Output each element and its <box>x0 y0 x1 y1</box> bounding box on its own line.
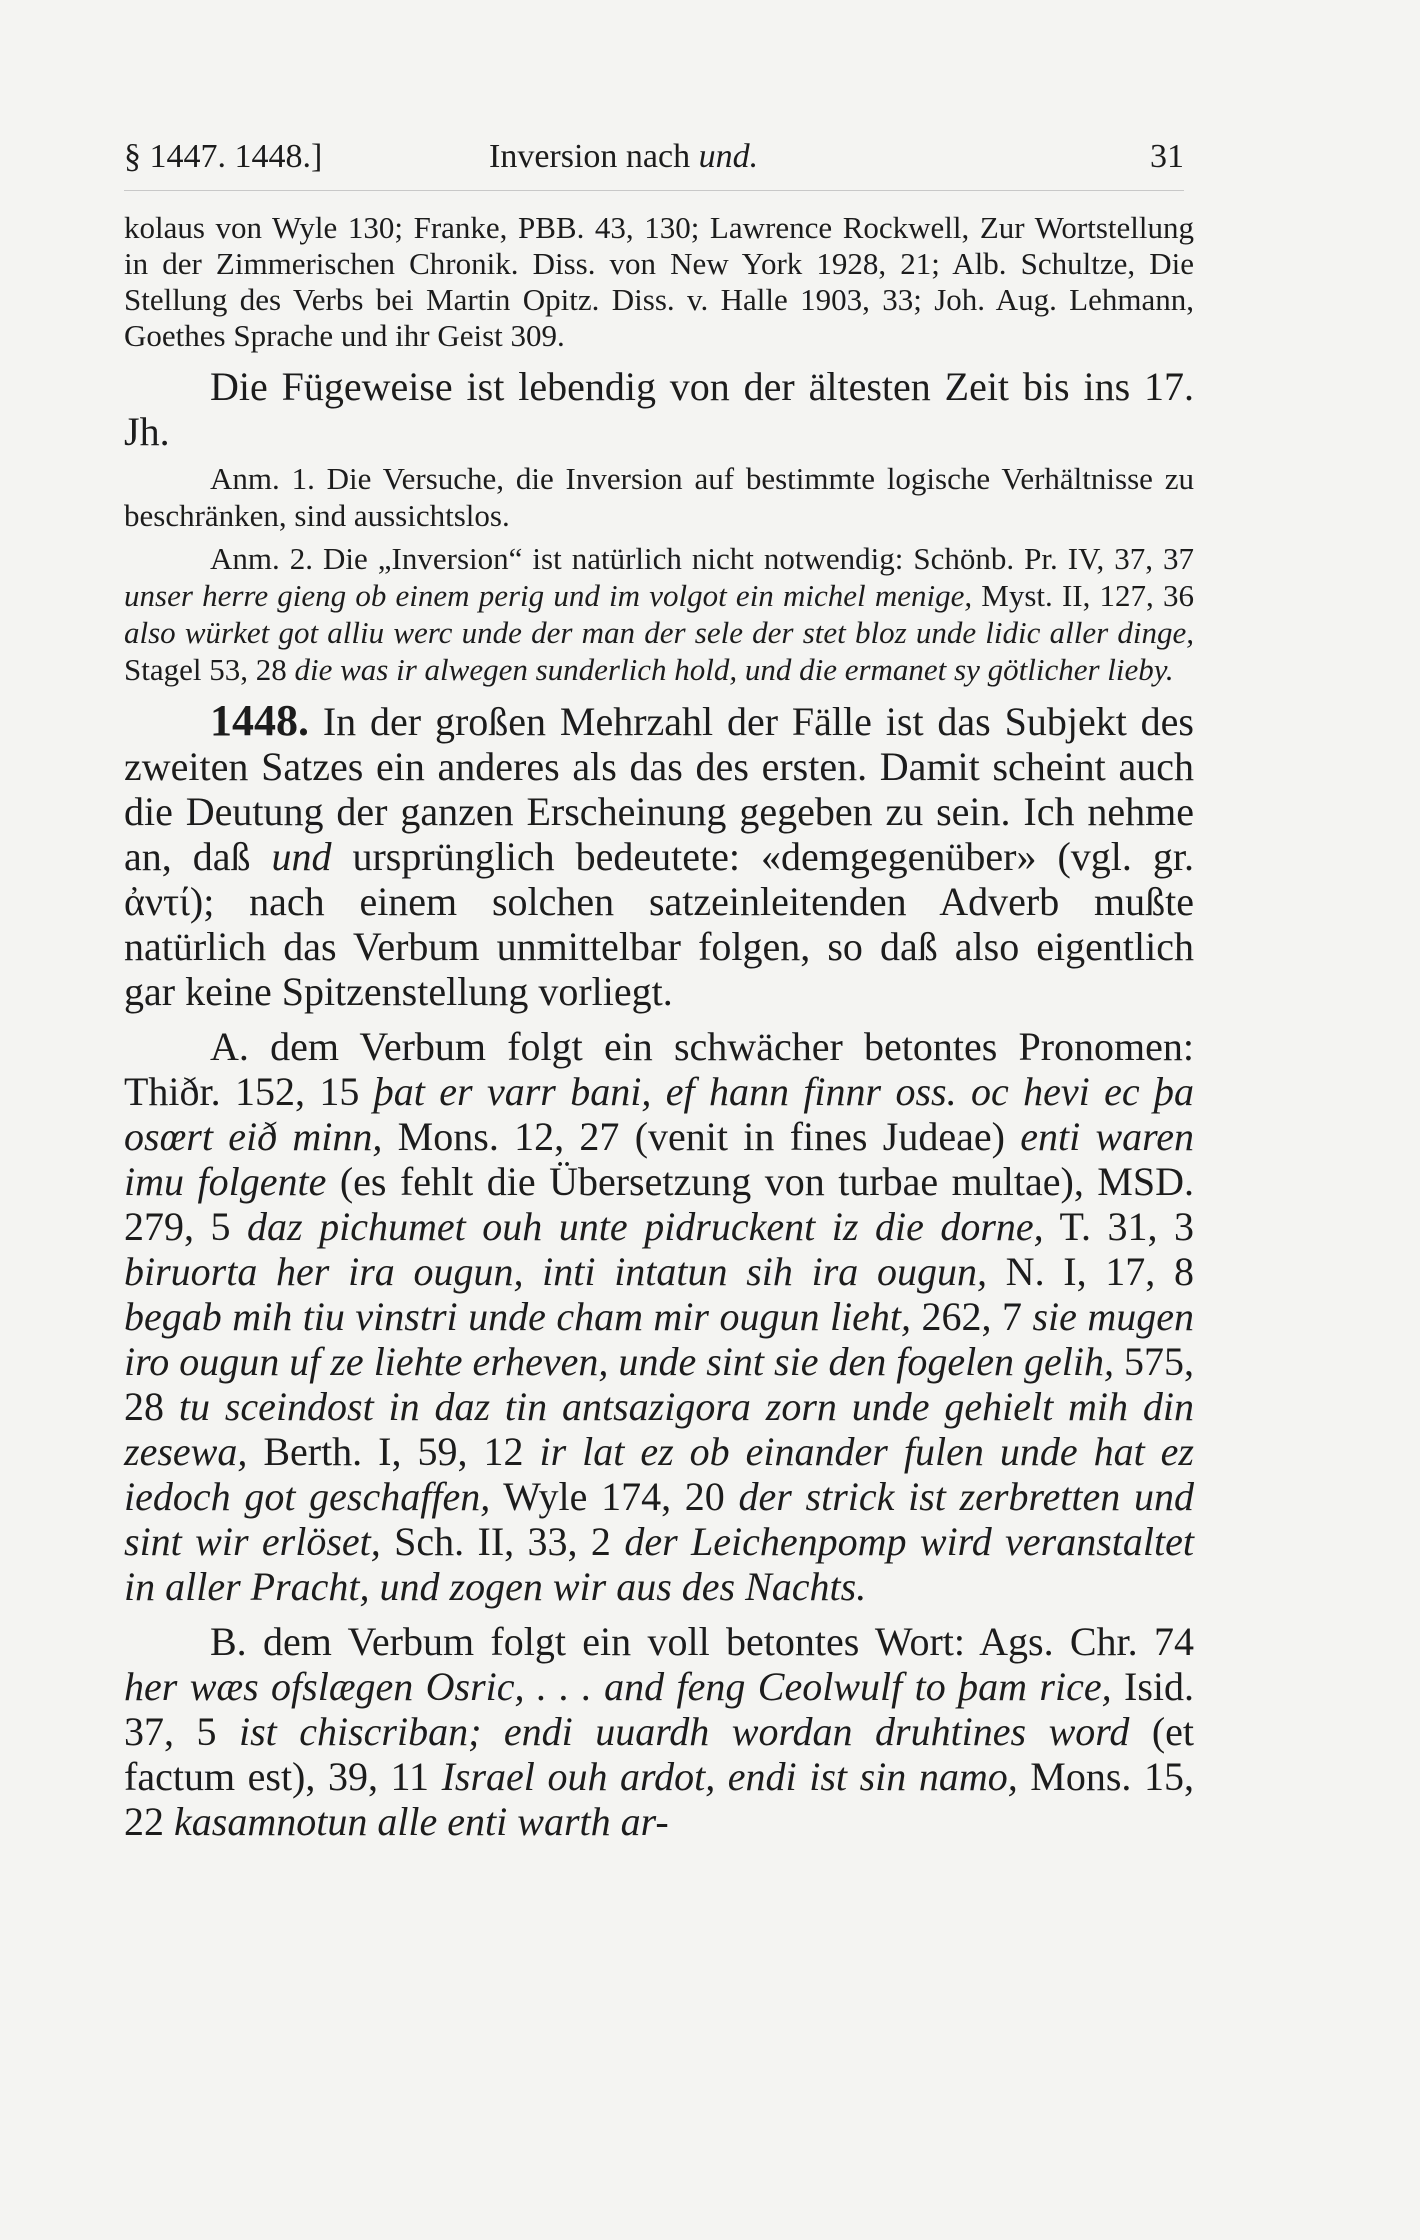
para-b-text-3: (et factum est), 39, 11 <box>124 1709 1195 1799</box>
para-a-text-6: 262, 7 <box>911 1294 1033 1339</box>
anm2-text-1: Anm. 2. Die „Inversion“ ist natürlich nicht notwendig: Schönb. Pr. IV, 37, 37 <box>210 541 1194 576</box>
para-a-quote-4: biruorta her ira ougun, inti intatun sih ira ougun, <box>124 1249 987 1294</box>
para-a-quote-8: ir lat ez ob einander fulen unde hat ez iedoch got geschaffen, <box>124 1429 1194 1519</box>
anm2-quote-3: die was ir alwegen sunderlich hold, und die ermanet sy götlicher lieby. <box>294 652 1174 687</box>
para-a-quote-1: þat er varr bani, ef hann finnr oss. oc hevi ec þa osœrt eið minn, <box>124 1069 1194 1159</box>
page-number: 31 <box>1150 138 1184 175</box>
section-1448-italic-und: und <box>271 834 332 879</box>
paragraph-b <box>124 1619 1194 1844</box>
para-b-text-4: Mons. 15, 22 <box>124 1754 1194 1844</box>
para-a-text-2: Mons. 12, 27 (venit in fines Judeae) <box>382 1114 1021 1159</box>
reference-list: kolaus von Wyle 130; Franke, PBB. 43, 130; Lawrence Rockwell, Zur Wortstellung in der Zimmerischen Chronik. Diss. von New York 1928, 21; Alb. Schultze, Die Stellung des Verbs bei Martin Opitz. Diss. v. Halle 1903, 33; Joh. Aug. Lehmann, Goethes Sprache und ihr Geist 309. <box>124 210 1194 353</box>
para-b-quote-2: ist chiscriban; endi uuardh wordan druhtines word <box>238 1709 1130 1754</box>
note-anm-2 <box>124 540 1194 688</box>
para-a-quote-7: tu sceindost in daz tin antsazigora zorn unde gehielt mih din zesewa, <box>124 1384 1194 1474</box>
para-a-quote-6: sie mugen iro ougun uf ze liehte erheven, unde sint sie den fogelen gelih, <box>124 1294 1195 1384</box>
para-a-quote-3: daz pichumet ouh unte pidruckent iz die dorne, <box>247 1204 1044 1249</box>
anm2-quote-2: also würket got alliu werc unde der man der sele der stet bloz unde lidic aller dinge, <box>124 615 1194 650</box>
para-a-text-3: (es fehlt die Übersetzung von turbae multae), MSD. 279, 5 <box>124 1159 1194 1249</box>
para-b-quote-1: her wæs ofslægen Osric, . . . and feng Ceolwulf to þam rice, <box>124 1664 1112 1709</box>
section-1448-text-1: In der großen Mehrzahl der Fälle ist das Subjekt des zweiten Satzes ein anderes als das des ersten. Damit scheint auch die Deutung der ganzen Erscheinung gegeben zu sein. Ich nehme an, daß <box>124 699 1194 879</box>
para-b-text-1: B. dem Verbum folgt ein voll betontes Wort: Ags. Chr. 74 <box>210 1619 1194 1664</box>
para-a-text-7: 575, 28 <box>124 1339 1195 1429</box>
running-title <box>489 138 758 176</box>
para-b-quote-3: Israel ouh ardot, endi ist sin namo, <box>441 1754 1018 1799</box>
para-a-text-4: T. 31, 3 <box>1043 1204 1194 1249</box>
para-a-text-8: Berth. I, 59, 12 <box>247 1429 540 1474</box>
running-title-prefix: Inversion nach <box>489 138 699 175</box>
running-header <box>124 138 1184 188</box>
section-1448-text-2: ursprünglich bedeutete: «demgegenüber» (vgl. gr. ἀντί); nach einem solchen satzeinleitenden Adverb mußte natürlich das Verbum unmittelbar folgen, so daß also eigentlich gar keine Spitzenstellung vorliegt. <box>124 834 1194 1014</box>
section-1448-paragraph <box>124 698 1194 1014</box>
para-a-quote-5: begab mih tiu vinstri unde cham mir ougun lieht, <box>124 1294 912 1339</box>
section-reference: § 1447. 1448.] <box>124 138 323 175</box>
running-title-italic: und. <box>698 138 759 175</box>
note-anm-1: Anm. 1. Die Versuche, die Inversion auf bestimmte logische Verhältnisse zu beschränken, sind aussichtslos. <box>124 461 1194 533</box>
para-a-quote-10: der Leichenpomp wird veranstaltet in aller Pracht, und zogen wir aus des Nachts. <box>124 1519 1194 1609</box>
para-a-quote-9: der strick ist zerbretten und sint wir erlöset, <box>124 1474 1195 1564</box>
para-a-text-9: Wyle 174, 20 <box>490 1474 739 1519</box>
para-a-text-5: N. I, 17, 8 <box>986 1249 1194 1294</box>
anm2-text-3: Stagel 53, 28 <box>124 652 295 687</box>
header-rule <box>124 190 1184 191</box>
anm2-quote-1: unser herre gieng ob einem perig und im volgot ein michel menige, <box>124 578 973 613</box>
paragraph-a <box>124 1024 1194 1609</box>
para-a-text-1: A. dem Verbum folgt ein schwächer betontes Pronomen: Thiðr. 152, 15 <box>124 1024 1194 1114</box>
para-a-text-10: Sch. II, 33, 2 <box>380 1519 625 1564</box>
para-b-text-2: Isid. 37, 5 <box>124 1664 1195 1754</box>
page-body <box>124 210 1194 1844</box>
para-b-quote-4: kasamnotun alle enti warth ar- <box>174 1799 669 1844</box>
intro-paragraph: Die Fügeweise ist lebendig von der ältesten Zeit bis ins 17. Jh. <box>124 364 1194 454</box>
anm2-text-2: Myst. II, 127, 36 <box>972 578 1195 613</box>
para-a-quote-2: enti waren imu folgente <box>124 1114 1195 1204</box>
section-number: 1448. <box>210 696 309 745</box>
